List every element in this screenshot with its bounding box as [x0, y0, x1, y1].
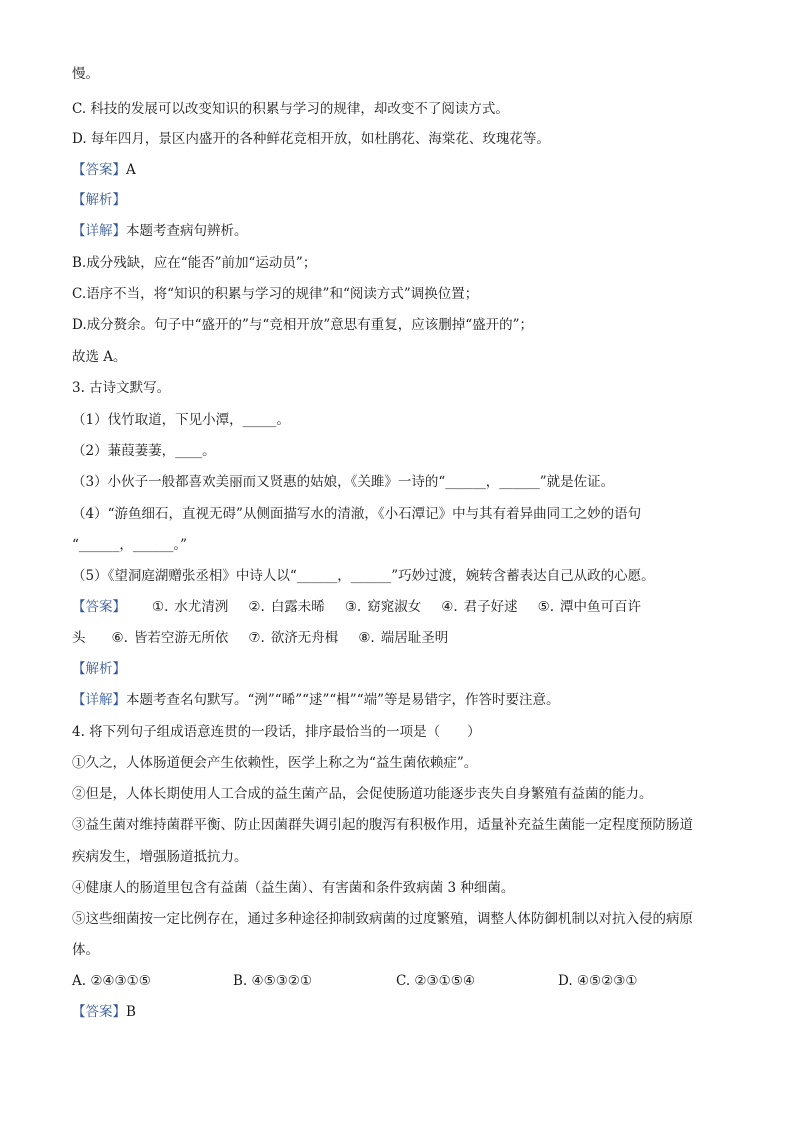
answer-tag: 【答案】	[72, 599, 126, 615]
question-item: （2）蒹葭萋萋，____。	[72, 443, 216, 459]
option-c: C. 科技的发展可以改变知识的积累与学习的规律，却改变不了阅读方式。	[72, 101, 509, 117]
detail-line	[72, 690, 732, 710]
answer-item-tail: 头	[72, 630, 86, 646]
answer-line-continued	[72, 628, 732, 648]
answer-item: 潭中鱼可百许	[560, 599, 642, 615]
text-line: C.语序不当，将“知识的积累与学习的规律”和“阅读方式”调换位置；	[72, 286, 479, 302]
answer-line	[72, 160, 732, 180]
text-line: 慢。	[72, 66, 99, 82]
sentence-item: 疾病发生，增强肠道抵抗力。	[72, 849, 248, 865]
answer-line	[72, 597, 732, 617]
text-line: 故选 A。	[72, 349, 127, 365]
answer-value: B	[126, 1004, 136, 1020]
answer-item: 欲济无舟楫	[270, 630, 339, 646]
option-b: B. ④⑤③②①	[233, 973, 313, 989]
answer-number: ⑧.	[358, 630, 375, 646]
question-item: （1）伐竹取道，下见小潭，_____。	[72, 412, 290, 428]
sentence-item: 体。	[72, 942, 99, 958]
answer-number: ⑦.	[248, 630, 265, 646]
answer-number: ③.	[344, 599, 362, 615]
option-c: C. ②③①⑤④	[396, 973, 475, 989]
answer-number: ①.	[152, 599, 169, 615]
answer-number: ⑥.	[111, 630, 128, 646]
answer-number: ②.	[248, 599, 265, 615]
detail-tag: 【详解】	[72, 223, 126, 239]
answer-item: 水尤清洌	[174, 599, 229, 615]
answer-item: 端居耻圣明	[380, 630, 449, 646]
answer-number: ④.	[441, 599, 458, 615]
answer-value: A	[126, 162, 136, 178]
question-item: （3）小伙子一般都喜欢美丽而又贤惠的姑娘，《关雎》一诗的“______，______”就是佐证。	[72, 474, 615, 490]
question-title: 4. 将下列句子组成语意连贯的一段话，排序最恰当的一项是（ ）	[72, 724, 481, 740]
answer-tag: 【答案】	[72, 162, 126, 178]
text-line: D.成分赘余。句子中“盛开的”与“竞相开放”意思有重复，应该删掉“盛开的”；	[72, 317, 534, 333]
sentence-item: ①久之，人体肠道便会产生依赖性，医学上称之为“益生菌依赖症”。	[72, 755, 478, 771]
option-d: D. ④⑤②③①	[558, 973, 638, 989]
analysis-tag: 【解析】	[72, 661, 126, 677]
analysis-line	[72, 659, 732, 679]
answer-line	[72, 1002, 732, 1022]
detail-text: 本题考查病句辨析。	[126, 223, 248, 239]
option-d: D. 每年四月，景区内盛开的各种鲜花竞相开放，如杜鹃花、海棠花、玫瑰花等。	[72, 131, 550, 147]
detail-tag: 【详解】	[72, 692, 126, 708]
option-a: A. ②④③①⑤	[72, 973, 151, 989]
question-item: （4）“游鱼细石，直视无碍”从侧面描写水的清澈，《小石潭记》中与其有着异曲同工之妙的语句	[72, 506, 642, 522]
question-item: （5）《望洞庭湖赠张丞相》中诗人以“______，______”巧妙过渡，婉转含蓄表达自己从政的心愿。	[72, 568, 655, 584]
text-line: B.成分残缺，应在“能否”前加“运动员”；	[72, 255, 317, 271]
answer-item: 皆若空游无所依	[133, 630, 229, 646]
answer-number: ⑤.	[537, 599, 555, 615]
sentence-item: ④健康人的肠道里包含有益菌（益生菌）、有害菌和条件致病菌 3 种细菌。	[72, 880, 515, 896]
answer-item: 君子好逑	[463, 599, 518, 615]
sentence-item: ②但是，人体长期使用人工合成的益生菌产品，会促使肠道功能逐步丧失自身繁殖有益菌的能力。	[72, 786, 653, 802]
question-title: 3. 古诗文默写。	[72, 380, 171, 396]
analysis-tag: 【解析】	[72, 192, 126, 208]
answer-tag: 【答案】	[72, 1004, 126, 1020]
answer-item: 白露未晞	[270, 599, 325, 615]
analysis-line	[72, 190, 732, 210]
detail-text: 本题考查名句默写。“洌”“晞”“逑”“楫”“端”等是易错字，作答时要注意。	[126, 692, 560, 708]
question-item: “______，______。”	[72, 537, 188, 553]
answer-item: 窈窕淑女	[367, 599, 422, 615]
detail-line	[72, 221, 732, 241]
sentence-item: ③益生菌对维持菌群平衡、防止因菌群失调引起的腹泻有积极作用，适量补充益生菌能一定程度预防肠道	[72, 817, 693, 833]
sentence-item: ⑤这些细菌按一定比例存在，通过多种途径抑制致病菌的过度繁殖，调整人体防御机制以对抗入侵的病原	[72, 911, 693, 927]
